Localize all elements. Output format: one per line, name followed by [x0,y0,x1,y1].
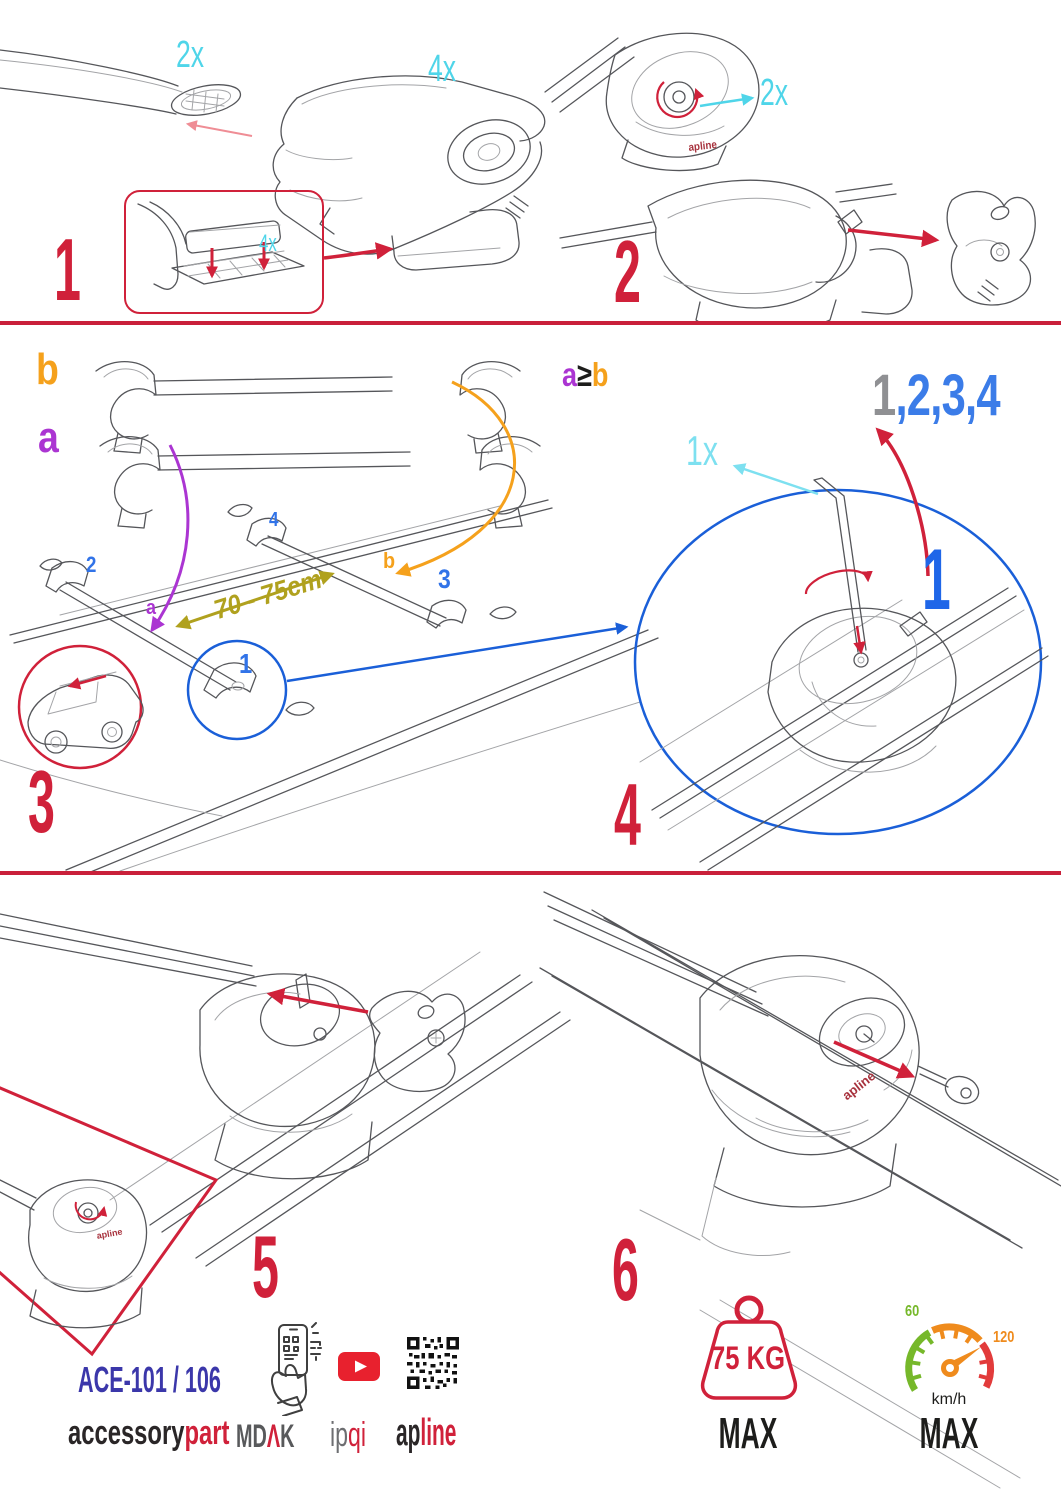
mdak-logo [236,1420,294,1452]
rule-a-ge-b [562,358,608,391]
bar-distance-label: 70 - 75cm [210,563,326,625]
youtube-icon [338,1352,380,1381]
rule-operator: ≥ [577,356,592,393]
step5-number: 5 [252,1217,278,1316]
car-inset-drawing [19,646,143,768]
section-divider-bottom [0,871,1061,875]
accessorypart-part: part [184,1414,230,1452]
sequence-first: 1 [872,363,896,428]
key-drawing [918,1066,982,1108]
step1-pad-inset [124,190,324,314]
sequence-rest: ,2,3,4 [895,363,1000,428]
mdak-lambda: Λ [266,1418,281,1454]
apline-line: line [420,1412,457,1454]
gauge-60-label: 60 [905,1303,920,1320]
roof-position-2: 2 [86,552,97,577]
step1-number: 1 [54,220,80,319]
accessorypart-logo [68,1414,230,1452]
detail-circle-ref: 1 [239,648,253,679]
gauge-max-label: MAX [919,1409,979,1458]
rule-b: b [591,356,609,393]
step3-number: 3 [28,752,54,851]
tighten-sequence [872,363,1000,428]
step5-inset-clamp-drawing [0,1180,146,1328]
apline-logo [396,1414,456,1452]
bar-a-label: a [38,413,59,462]
crossbar-b-drawing [96,362,520,453]
step5-drawing [0,914,570,1354]
roof-position-a: a [146,597,157,619]
step1-bar-quantity: 2x [176,34,205,76]
qr-code [407,1337,459,1389]
step2-apline-logo: apline [687,139,718,154]
step1-pad-quantity: 4x [259,230,277,257]
crossbar-a-drawing [100,437,540,531]
weight-limit-max: MAX [718,1409,778,1458]
step2-number: 2 [614,222,640,321]
tool-quantity: 1x [686,427,718,474]
roof-position-3: 3 [438,564,451,594]
roof-bar-tube-drawing [0,50,243,120]
gauge-120-label: 120 [993,1329,1015,1346]
roof-position-b: b [383,548,396,573]
sequence-start-ref: 1 [922,532,951,628]
section-divider-top [0,321,1061,325]
apline-ap: ap [396,1412,421,1454]
step2-key-quantity: 2x [760,72,789,114]
ipqi-logo [330,1418,366,1452]
ipqi-qi: qi [347,1416,366,1454]
accessorypart-accessory: accessory [68,1414,185,1452]
step6-number: 6 [612,1220,638,1319]
rule-a: a [562,356,578,393]
step6-apline-logo: apline [839,1068,879,1104]
ipqi-ip: ip [330,1416,348,1454]
mdak-md: MD [236,1418,267,1454]
gauge-unit-label: km/h [931,1391,967,1408]
mdak-k: K [280,1418,295,1454]
phone-qr-scan-icon [268,1322,326,1416]
pad-inset-drawing [126,192,317,307]
step5-inset-apline-logo: apline [95,1226,124,1241]
roof-top-view-drawing [0,500,658,871]
bar-b-label: b [36,345,59,394]
step1-foot-quantity: 4x [428,48,457,90]
roof-position-4: 4 [269,509,279,531]
weight-limit-value: 75 KG [711,1340,785,1376]
step4-detail-drawing [635,478,1048,870]
model-code: ACE-101 / 106 [78,1359,221,1400]
step4-number: 4 [614,765,640,864]
